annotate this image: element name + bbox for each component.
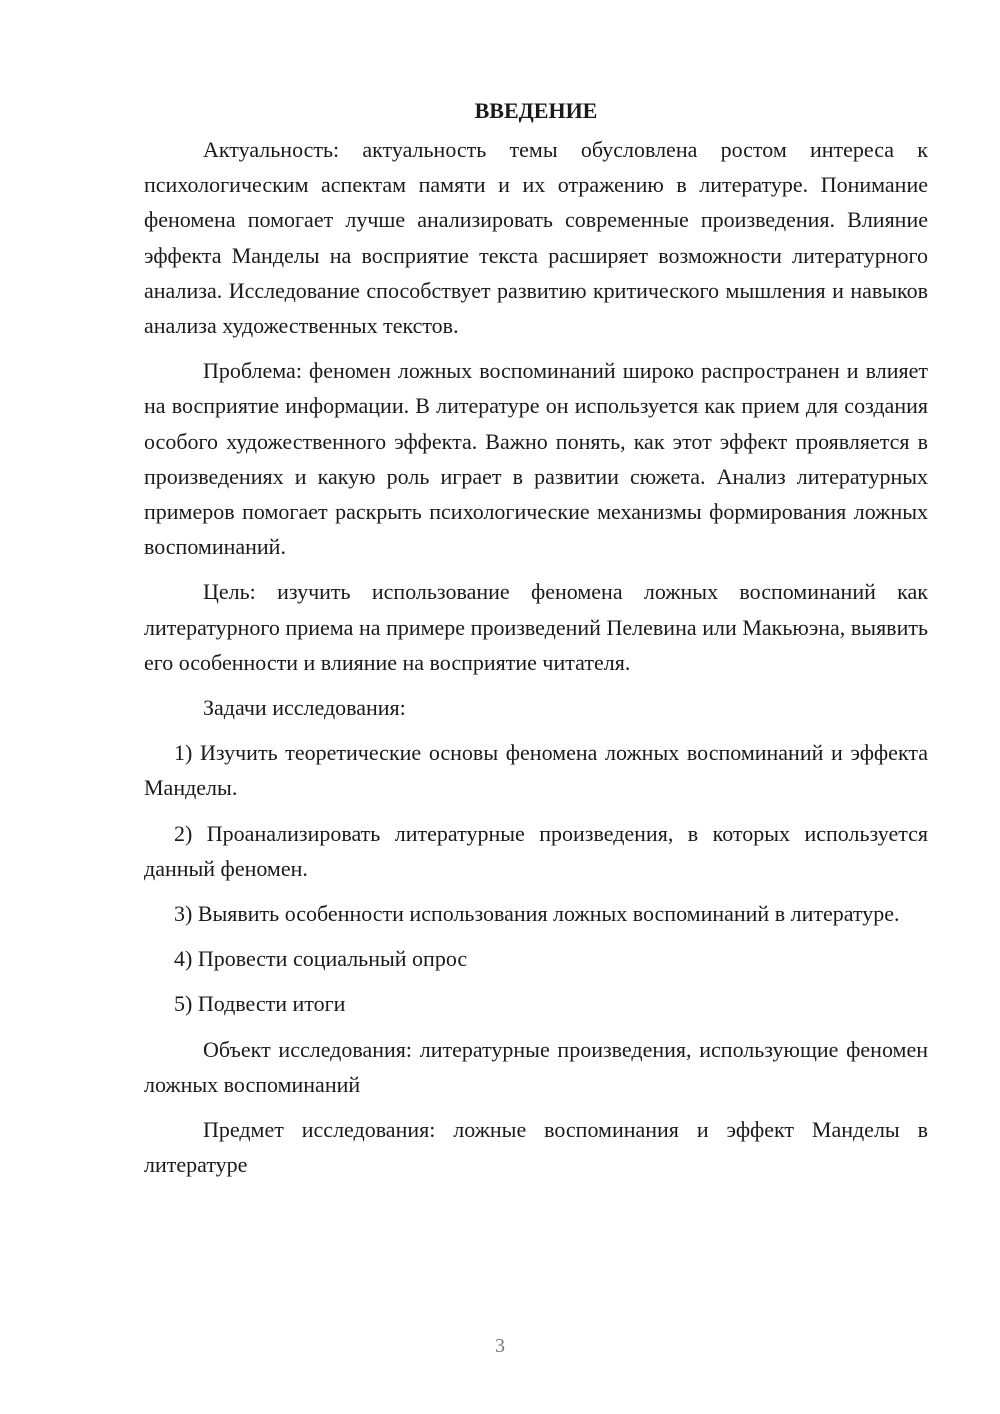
task-item-4: 4) Провести социальный опрос xyxy=(174,946,468,972)
task-item-1: 1) Изучить теоретические основы феномена ложных воспоминаний и эффекта Манделы. xyxy=(144,740,928,801)
object-paragraph: Объект исследования: литературные произведения, использующие феномен ложных воспоминаний xyxy=(144,1036,928,1097)
task-item-5: 5) Подвести итоги xyxy=(174,991,346,1017)
page-number: 3 xyxy=(495,1335,505,1357)
section-heading: ВВЕДЕНИЕ xyxy=(474,98,598,123)
relevance-paragraph: Актуальность: актуальность темы обусловлена ростом интереса к психологическим аспектам памяти и их отражению в литературе. Понимание феномена помогает лучше анализировать современные произведения. Влияние эффекта Манделы на восприятие текста расширяет возможности литературного анализа. Исследование способствует развитию критического мышления и навыков анализа художественных текстов. xyxy=(144,137,928,339)
task-item-3: 3) Выявить особенности использования ложных воспоминаний в литературе. xyxy=(174,901,900,927)
tasks-title: Задачи исследования: xyxy=(203,695,406,721)
subject-paragraph: Предмет исследования: ложные воспоминания и эффект Манделы в литературе xyxy=(144,1117,928,1178)
task-item-2: 2) Проанализировать литературные произведения, в которых используется данный феномен. xyxy=(144,820,928,881)
problem-paragraph: Проблема: феномен ложных воспоминаний широко распространен и влияет на восприятие информации. В литературе он используется как прием для создания особого художественного эффекта. Важно понять, как этот эффект проявляется в произведениях и какую роль играет в развитии сюжета. Анализ литературных примеров помогает раскрыть психологические механизмы формирования ложных воспоминаний. xyxy=(144,358,928,560)
document-page xyxy=(144,96,928,1192)
goal-paragraph: Цель: изучить использование феномена ложных воспоминаний как литературного приема на примере произведений Пелевина или Макьюэна, выявить его особенности и влияние на восприятие читателя. xyxy=(144,579,928,675)
